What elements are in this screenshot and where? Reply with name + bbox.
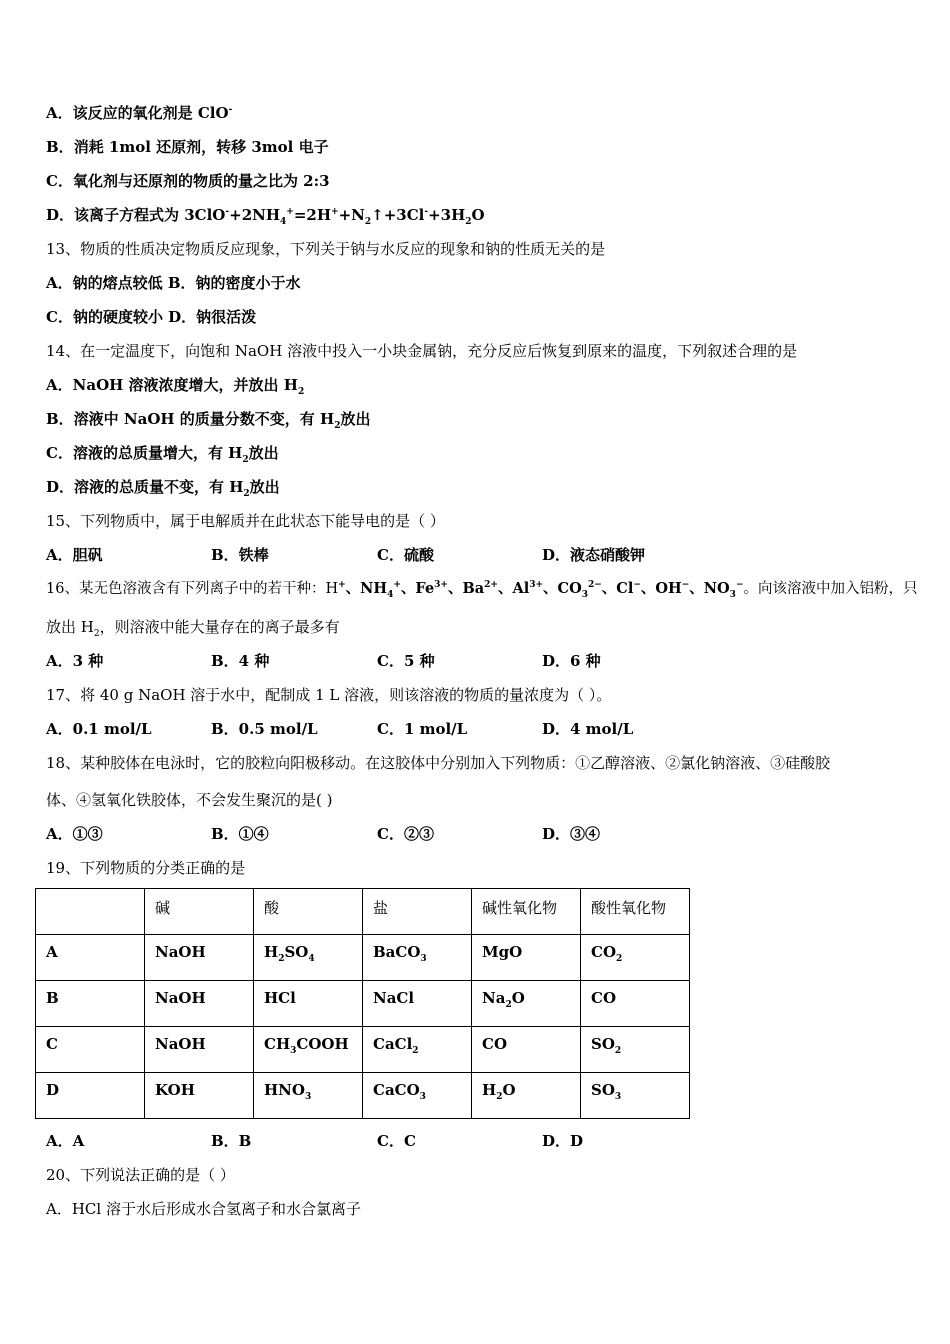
table-header-row — [36, 889, 690, 935]
cell-basic-oxide: $H_2O$ — [472, 1073, 581, 1119]
q16-option-b: B．4 种 — [211, 652, 270, 670]
q15-option-d: D．液态硝酸钾 — [542, 546, 646, 564]
q15-option-a: A．胆矾 — [46, 546, 103, 564]
cell-acidic-oxide: $SO_2$ — [581, 1027, 690, 1073]
q15-option-b: B．铁棒 — [211, 546, 269, 564]
row-label: B — [36, 981, 145, 1027]
q13-options-row2: C．钠的硬度较小 D．钠很活泼 — [46, 308, 257, 326]
cell-base: NaOH — [145, 935, 254, 981]
q12-option-a: A．该反应的氧化剂是 ClO- — [46, 104, 233, 122]
q17-stem: 17、将 40 g NaOH 溶于水中，配制成 1 L 溶液，则该溶液的物质的量浓度为（ ）。 — [46, 686, 612, 704]
table-header-cell: 酸 — [254, 889, 363, 935]
q12-option-c: C．氧化剂与还原剂的物质的量之比为 2:3 — [46, 172, 330, 190]
q19-option-c: C．C — [377, 1132, 416, 1150]
q18-option-b: B．①④ — [211, 825, 269, 843]
cell-basic-oxide: $Na_2O$ — [472, 981, 581, 1027]
q14-option-a: A．NaOH 溶液浓度增大，并放出 $H_2$ — [46, 376, 305, 397]
table-header-cell — [36, 889, 145, 935]
cell-acid: $CH_3COOH$ — [254, 1027, 363, 1073]
cell-acid: $H_2SO_4$ — [254, 935, 363, 981]
row-label: A — [36, 935, 145, 981]
q16-option-c: C．5 种 — [377, 652, 435, 670]
q16-stem-line2: 放出 $H_2$，则溶液中能大量存在的离子最多有 — [46, 618, 340, 639]
cell-basic-oxide: CO — [472, 1027, 581, 1073]
cell-basic-oxide: MgO — [472, 935, 581, 981]
q17-option-d: D．4 mol/L — [542, 720, 634, 738]
cell-acidic-oxide: $CO_2$ — [581, 935, 690, 981]
cell-salt: NaCl — [363, 981, 472, 1027]
q14-option-c: C．溶液的总质量增大，有 $H_2$放出 — [46, 444, 279, 465]
cell-salt: CaCO$_3$ — [363, 1073, 472, 1119]
q19-stem: 19、下列物质的分类正确的是 — [46, 859, 246, 877]
q18-option-c: C．②③ — [377, 825, 434, 843]
q12-option-b: B．消耗 1mol 还原剂，转移 3mol 电子 — [46, 138, 329, 156]
cell-base: NaOH — [145, 981, 254, 1027]
q18-option-a: A．①③ — [46, 825, 103, 843]
q17-option-b: B．0.5 mol/L — [211, 720, 318, 738]
q14-stem: 14、在一定温度下，向饱和 NaOH 溶液中投入一小块金属钠，充分反应后恢复到原来的温度，下列叙述合理的是 — [46, 342, 798, 360]
q16-option-d: D．6 种 — [542, 652, 601, 670]
cell-acid: $HNO_3$ — [254, 1073, 363, 1119]
table-row — [36, 935, 690, 981]
table-header-cell: 酸性氧化物 — [581, 889, 690, 935]
q13-stem: 13、物质的性质决定物质反应现象，下列关于钠与水反应的现象和钠的性质无关的是 — [46, 240, 606, 258]
row-label: C — [36, 1027, 145, 1073]
q18-option-d: D．③④ — [542, 825, 601, 843]
classification-table — [35, 888, 690, 1119]
q19-option-d: D．D — [542, 1132, 584, 1150]
cell-salt: BaCO$_3$ — [363, 935, 472, 981]
q12-option-d: D．该离子方程式为 $3ClO^-+2NH_4^+=2H^++N_2↑+3Cl^-+3H_2O$ — [46, 206, 485, 227]
q17-option-c: C．1 mol/L — [377, 720, 468, 738]
table-row — [36, 981, 690, 1027]
row-label: D — [36, 1073, 145, 1119]
q15-stem: 15、下列物质中，属于电解质并在此状态下能导电的是（ ） — [46, 512, 445, 530]
table-header-cell: 盐 — [363, 889, 472, 935]
table-header-cell: 碱 — [145, 889, 254, 935]
table-row — [36, 1073, 690, 1119]
q15-option-c: C．硫酸 — [377, 546, 434, 564]
cell-acidic-oxide: CO — [581, 981, 690, 1027]
q19-option-a: A．A — [46, 1132, 85, 1150]
cell-acid: HCl — [254, 981, 363, 1027]
q19-option-b: B．B — [211, 1132, 252, 1150]
cell-salt: CaCl$_2$ — [363, 1027, 472, 1073]
q18-stem-line1: 18、某种胶体在电泳时，它的胶粒向阳极移动。在这胶体中分别加入下列物质：①乙醇溶液、②氯化钠溶液、③硅酸胶 — [46, 754, 831, 772]
q16-stem-line1: 16、某无色溶液含有下列离子中的若干种：H+、$NH_4^+$、$Fe^{3+}$、$Ba^{2+}$、$Al^{3+}$、$CO_3^{2-}$、Cl−、OH−、$NO_3^-$。向该溶液中加入铝粉，只 — [46, 580, 918, 600]
q17-option-a: A．0.1 mol/L — [46, 720, 152, 738]
q20-stem: 20、下列说法正确的是（ ） — [46, 1166, 235, 1184]
q18-stem-line2: 体、④氢氧化铁胶体，不会发生聚沉的是( ) — [46, 791, 333, 809]
q14-option-d: D．溶液的总质量不变，有 $H_2$放出 — [46, 478, 280, 499]
cell-base: KOH — [145, 1073, 254, 1119]
q14-option-b: B．溶液中 NaOH 的质量分数不变，有 $H_2$放出 — [46, 410, 371, 431]
q20-option-a: A．HCl 溶于水后形成水合氢离子和水合氯离子 — [46, 1200, 361, 1218]
table-row — [36, 1027, 690, 1073]
q13-options-row1: A．钠的熔点较低 B．钠的密度小于水 — [46, 274, 301, 292]
cell-base: NaOH — [145, 1027, 254, 1073]
cell-acidic-oxide: $SO_3$ — [581, 1073, 690, 1119]
table-header-cell: 碱性氧化物 — [472, 889, 581, 935]
q16-option-a: A．3 种 — [46, 652, 104, 670]
